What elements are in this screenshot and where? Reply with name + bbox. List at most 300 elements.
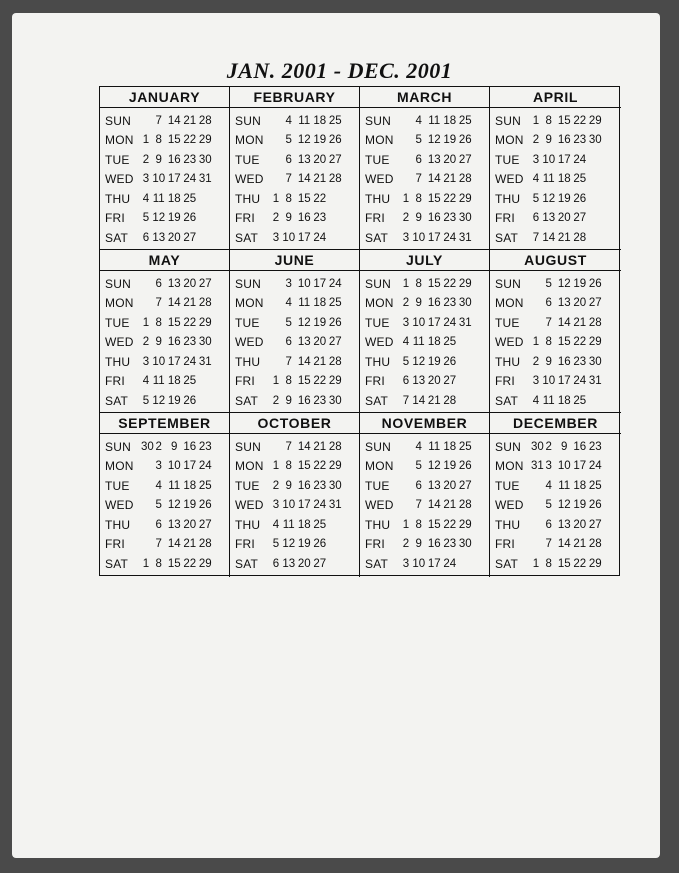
week-row xyxy=(365,131,489,151)
date-cell: 23 xyxy=(313,212,327,225)
date-cell: 8 xyxy=(545,557,552,570)
date-cell: 1 xyxy=(272,192,280,205)
date-cell: 10 xyxy=(152,355,166,368)
day-label: FRI xyxy=(105,374,125,389)
week-row xyxy=(495,131,621,151)
date-cell: 15 xyxy=(167,557,181,570)
month-days xyxy=(100,108,229,248)
date-cell: 1 xyxy=(402,192,410,205)
week-row xyxy=(495,391,621,411)
day-label: TUE xyxy=(495,478,520,493)
day-label: SUN xyxy=(495,276,521,291)
date-cell: 24 xyxy=(183,173,197,186)
date-cell: 20 xyxy=(443,153,457,166)
day-label: FRI xyxy=(365,537,385,552)
date-cell: 23 xyxy=(573,134,587,147)
date-cell: 27 xyxy=(198,277,212,290)
date-cell: 20 xyxy=(313,336,327,349)
day-label: SAT xyxy=(495,393,519,408)
week-row xyxy=(235,274,359,294)
date-cell: 30 xyxy=(531,440,544,453)
date-cell: 17 xyxy=(183,460,197,473)
date-cell: 13 xyxy=(412,375,426,388)
date-cell: 19 xyxy=(313,134,327,147)
date-cell: 12 xyxy=(427,460,441,473)
date-cell: 7 xyxy=(285,355,292,368)
date-cell: 6 xyxy=(155,518,162,531)
date-cell: 17 xyxy=(167,173,181,186)
day-label: SAT xyxy=(365,556,389,571)
date-cell: 19 xyxy=(443,460,457,473)
month-name: DECEMBER xyxy=(490,413,621,434)
date-cell: 19 xyxy=(427,355,441,368)
date-cell: 6 xyxy=(415,479,422,492)
date-cell: 23 xyxy=(588,440,602,453)
day-label: MON xyxy=(235,133,264,148)
date-cell: 12 xyxy=(557,277,571,290)
date-cell: 5 xyxy=(285,316,292,329)
week-row xyxy=(105,274,229,294)
date-cell: 28 xyxy=(198,538,212,551)
date-cell: 31 xyxy=(328,499,342,512)
date-cell: 11 xyxy=(152,192,165,205)
date-cell: 8 xyxy=(155,134,162,147)
date-cell: 18 xyxy=(167,192,181,205)
date-cell: 11 xyxy=(542,394,555,407)
date-cell: 28 xyxy=(328,355,342,368)
date-cell: 20 xyxy=(167,231,181,244)
date-cell: 4 xyxy=(415,440,422,453)
date-cell: 20 xyxy=(443,479,457,492)
month-block-february xyxy=(230,87,360,250)
date-cell: 17 xyxy=(557,375,571,388)
month-name: AUGUST xyxy=(490,250,621,271)
day-label: WED xyxy=(235,172,264,187)
week-row xyxy=(105,228,229,248)
date-cell: 10 xyxy=(412,316,426,329)
day-label: FRI xyxy=(495,211,515,226)
date-cell: 13 xyxy=(427,153,441,166)
date-cell: 26 xyxy=(198,499,212,512)
week-row xyxy=(235,535,359,555)
week-row xyxy=(365,313,489,333)
date-cell: 2 xyxy=(272,394,280,407)
date-cell: 3 xyxy=(402,316,410,329)
date-cell: 21 xyxy=(313,173,327,186)
day-label: FRI xyxy=(105,211,125,226)
date-cell: 18 xyxy=(557,173,571,186)
date-cell: 9 xyxy=(155,336,162,349)
date-cell: 30 xyxy=(458,212,472,225)
week-row xyxy=(495,457,621,477)
day-label: WED xyxy=(365,335,394,350)
week-row xyxy=(495,437,621,457)
week-row xyxy=(495,535,621,555)
week-row xyxy=(235,476,359,496)
day-label: THU xyxy=(495,354,521,369)
date-cell: 8 xyxy=(285,375,292,388)
date-cell: 14 xyxy=(167,114,181,127)
date-cell: 12 xyxy=(282,538,296,551)
week-row xyxy=(365,189,489,209)
date-cell: 12 xyxy=(557,499,571,512)
week-row xyxy=(365,391,489,411)
date-cell: 25 xyxy=(328,114,342,127)
date-cell: 15 xyxy=(297,192,311,205)
date-cell: 4 xyxy=(142,375,150,388)
date-cell: 26 xyxy=(313,538,327,551)
date-cell: 23 xyxy=(183,153,197,166)
date-cell: 13 xyxy=(152,231,166,244)
week-row xyxy=(235,313,359,333)
date-cell: 10 xyxy=(282,499,296,512)
day-label: MON xyxy=(105,133,134,148)
day-label: TUE xyxy=(105,478,130,493)
day-label: SUN xyxy=(105,276,131,291)
date-cell: 19 xyxy=(573,277,587,290)
date-cell: 22 xyxy=(183,134,197,147)
date-cell: 19 xyxy=(443,134,457,147)
month-name: MARCH xyxy=(360,87,489,108)
day-label: TUE xyxy=(105,152,130,167)
week-row xyxy=(105,496,229,516)
week-row xyxy=(105,170,229,190)
month-block-january xyxy=(100,87,230,250)
week-row xyxy=(365,496,489,516)
date-cell: 9 xyxy=(545,134,552,147)
date-cell: 26 xyxy=(183,394,197,407)
date-cell: 5 xyxy=(285,134,292,147)
date-cell: 22 xyxy=(573,557,587,570)
date-cell: 31 xyxy=(458,231,472,244)
week-row xyxy=(495,209,621,229)
date-cell: 3 xyxy=(402,231,410,244)
date-cell: 30 xyxy=(328,479,342,492)
date-cell: 14 xyxy=(557,316,571,329)
date-cell: 1 xyxy=(272,375,280,388)
day-label: SUN xyxy=(365,276,391,291)
date-cell: 29 xyxy=(458,277,472,290)
date-cell: 25 xyxy=(328,297,342,310)
date-cell: 6 xyxy=(272,557,280,570)
date-cell: 24 xyxy=(183,355,197,368)
date-cell: 11 xyxy=(558,479,571,492)
day-label: TUE xyxy=(365,315,390,330)
month-block-april xyxy=(490,87,621,250)
date-cell: 18 xyxy=(443,114,457,127)
date-cell: 27 xyxy=(588,297,602,310)
month-name: SEPTEMBER xyxy=(100,413,229,434)
day-label: WED xyxy=(105,172,134,187)
date-cell: 25 xyxy=(313,518,327,531)
date-cell: 9 xyxy=(171,440,178,453)
date-cell: 26 xyxy=(183,212,197,225)
date-cell: 30 xyxy=(588,134,602,147)
date-cell: 14 xyxy=(167,297,181,310)
week-row xyxy=(235,209,359,229)
day-label: WED xyxy=(495,172,524,187)
day-label: SAT xyxy=(235,393,259,408)
week-row xyxy=(495,274,621,294)
date-cell: 25 xyxy=(198,479,212,492)
week-row xyxy=(235,372,359,392)
date-cell: 24 xyxy=(443,231,457,244)
week-row xyxy=(365,294,489,314)
day-label: SUN xyxy=(365,113,391,128)
date-cell: 1 xyxy=(532,336,540,349)
date-cell: 7 xyxy=(285,173,292,186)
date-cell: 1 xyxy=(272,460,280,473)
date-cell: 3 xyxy=(142,173,150,186)
date-cell: 7 xyxy=(155,114,162,127)
day-label: SAT xyxy=(365,230,389,245)
date-cell: 27 xyxy=(443,375,457,388)
date-cell: 12 xyxy=(297,134,311,147)
date-cell: 26 xyxy=(458,460,472,473)
date-cell: 21 xyxy=(443,499,457,512)
date-cell: 26 xyxy=(458,134,472,147)
day-label: TUE xyxy=(235,478,260,493)
week-row xyxy=(365,274,489,294)
date-cell: 3 xyxy=(272,231,280,244)
day-label: SUN xyxy=(235,439,261,454)
date-cell: 5 xyxy=(415,134,422,147)
date-cell: 31 xyxy=(588,375,602,388)
date-cell: 9 xyxy=(285,212,292,225)
week-row xyxy=(495,372,621,392)
day-label: WED xyxy=(235,498,264,513)
day-label: SAT xyxy=(235,556,259,571)
day-label: THU xyxy=(105,354,131,369)
day-label: MON xyxy=(495,459,524,474)
date-cell: 19 xyxy=(167,212,181,225)
date-cell: 27 xyxy=(588,518,602,531)
date-cell: 1 xyxy=(532,114,540,127)
date-cell: 17 xyxy=(573,460,587,473)
date-cell: 25 xyxy=(183,192,197,205)
date-cell: 8 xyxy=(285,192,292,205)
date-cell: 18 xyxy=(443,440,457,453)
week-row xyxy=(365,333,489,353)
date-cell: 14 xyxy=(297,173,311,186)
date-cell: 11 xyxy=(428,114,441,127)
date-cell: 27 xyxy=(328,336,342,349)
date-cell: 6 xyxy=(285,153,292,166)
day-label: SUN xyxy=(495,113,521,128)
week-row xyxy=(495,476,621,496)
day-label: WED xyxy=(365,172,394,187)
month-days xyxy=(100,271,229,411)
date-cell: 5 xyxy=(272,538,280,551)
date-cell: 10 xyxy=(152,173,166,186)
date-cell: 23 xyxy=(573,355,587,368)
date-cell: 11 xyxy=(298,297,311,310)
month-days xyxy=(490,434,621,574)
date-cell: 12 xyxy=(427,134,441,147)
date-cell: 14 xyxy=(542,231,556,244)
week-row xyxy=(495,496,621,516)
date-cell: 26 xyxy=(328,316,342,329)
date-cell: 14 xyxy=(167,538,181,551)
date-cell: 14 xyxy=(297,440,311,453)
date-cell: 24 xyxy=(313,499,327,512)
month-name: JANUARY xyxy=(100,87,229,108)
date-cell: 15 xyxy=(167,316,181,329)
date-cell: 1 xyxy=(142,316,150,329)
date-cell: 2 xyxy=(532,134,540,147)
date-cell: 10 xyxy=(542,153,556,166)
week-row xyxy=(495,554,621,574)
date-cell: 21 xyxy=(183,297,197,310)
week-row xyxy=(365,209,489,229)
date-cell: 4 xyxy=(272,518,280,531)
date-cell: 19 xyxy=(183,499,197,512)
date-cell: 7 xyxy=(532,231,540,244)
week-row xyxy=(235,150,359,170)
date-cell: 21 xyxy=(573,316,587,329)
date-cell: 2 xyxy=(402,212,410,225)
date-cell: 13 xyxy=(297,153,311,166)
date-cell: 31 xyxy=(531,460,544,473)
month-block-august xyxy=(490,250,621,413)
date-cell: 11 xyxy=(542,173,555,186)
date-cell: 22 xyxy=(313,192,327,205)
month-block-may xyxy=(100,250,230,413)
date-cell: 17 xyxy=(427,231,441,244)
date-cell: 17 xyxy=(167,355,181,368)
date-cell: 28 xyxy=(588,316,602,329)
date-cell: 22 xyxy=(443,277,457,290)
date-cell: 24 xyxy=(573,375,587,388)
date-cell: 16 xyxy=(427,538,441,551)
day-label: THU xyxy=(495,517,521,532)
date-cell: 1 xyxy=(142,557,150,570)
day-label: MON xyxy=(365,296,394,311)
date-cell: 6 xyxy=(402,375,410,388)
date-cell: 11 xyxy=(152,375,165,388)
week-row xyxy=(235,170,359,190)
week-row xyxy=(105,111,229,131)
date-cell: 5 xyxy=(545,277,552,290)
date-cell: 10 xyxy=(167,460,181,473)
month-days xyxy=(100,434,229,574)
date-cell: 6 xyxy=(415,153,422,166)
week-row xyxy=(105,131,229,151)
date-cell: 18 xyxy=(297,518,311,531)
day-label: FRI xyxy=(365,374,385,389)
week-row xyxy=(105,294,229,314)
day-label: WED xyxy=(495,498,524,513)
week-row xyxy=(105,476,229,496)
date-cell: 27 xyxy=(328,153,342,166)
week-row xyxy=(235,131,359,151)
date-cell: 6 xyxy=(155,277,162,290)
date-cell: 6 xyxy=(532,212,540,225)
date-cell: 9 xyxy=(285,479,292,492)
date-cell: 4 xyxy=(545,479,552,492)
week-row xyxy=(105,352,229,372)
date-cell: 29 xyxy=(588,557,602,570)
month-name: MAY xyxy=(100,250,229,271)
date-cell: 29 xyxy=(588,114,602,127)
date-cell: 8 xyxy=(285,460,292,473)
date-cell: 29 xyxy=(458,518,472,531)
day-label: MON xyxy=(495,133,524,148)
date-cell: 25 xyxy=(443,336,457,349)
date-cell: 1 xyxy=(142,134,150,147)
date-cell: 9 xyxy=(415,538,422,551)
date-cell: 15 xyxy=(427,277,441,290)
day-label: SUN xyxy=(105,439,131,454)
date-cell: 26 xyxy=(588,277,602,290)
date-cell: 26 xyxy=(573,192,587,205)
day-label: TUE xyxy=(365,478,390,493)
date-cell: 7 xyxy=(415,499,422,512)
date-cell: 2 xyxy=(532,355,540,368)
date-cell: 25 xyxy=(458,440,472,453)
date-cell: 28 xyxy=(458,499,472,512)
month-days xyxy=(360,271,489,411)
date-cell: 3 xyxy=(155,460,162,473)
day-label: MON xyxy=(235,459,264,474)
date-cell: 12 xyxy=(167,499,181,512)
date-cell: 29 xyxy=(328,375,342,388)
day-label: SAT xyxy=(105,556,129,571)
date-cell: 27 xyxy=(313,557,327,570)
date-cell: 14 xyxy=(557,538,571,551)
date-cell: 6 xyxy=(142,231,150,244)
week-row xyxy=(235,437,359,457)
month-days xyxy=(490,271,621,411)
date-cell: 22 xyxy=(313,460,327,473)
date-cell: 17 xyxy=(297,499,311,512)
day-label: SAT xyxy=(105,230,129,245)
month-block-december xyxy=(490,413,621,577)
day-label: WED xyxy=(105,498,134,513)
date-cell: 18 xyxy=(427,336,441,349)
date-cell: 19 xyxy=(557,192,571,205)
day-label: THU xyxy=(365,517,391,532)
day-label: TUE xyxy=(105,315,130,330)
date-cell: 15 xyxy=(427,518,441,531)
date-cell: 24 xyxy=(328,277,342,290)
day-label: MON xyxy=(365,459,394,474)
week-row xyxy=(365,352,489,372)
date-cell: 3 xyxy=(532,153,540,166)
day-label: SAT xyxy=(495,230,519,245)
week-row xyxy=(365,372,489,392)
month-block-november xyxy=(360,413,490,577)
date-cell: 31 xyxy=(198,355,212,368)
week-row xyxy=(365,150,489,170)
day-label: MON xyxy=(495,296,524,311)
day-label: THU xyxy=(235,191,261,206)
date-cell: 6 xyxy=(545,297,552,310)
date-cell: 20 xyxy=(427,375,441,388)
calendar-grid xyxy=(99,86,620,576)
date-cell: 4 xyxy=(285,297,292,310)
date-cell: 17 xyxy=(297,231,311,244)
date-cell: 30 xyxy=(588,355,602,368)
month-days xyxy=(360,434,489,574)
week-row xyxy=(495,515,621,535)
week-row xyxy=(105,372,229,392)
date-cell: 17 xyxy=(427,557,441,570)
date-cell: 10 xyxy=(412,557,426,570)
date-cell: 29 xyxy=(328,460,342,473)
calendar-title: JAN. 2001 - DEC. 2001 xyxy=(226,58,453,83)
date-cell: 19 xyxy=(573,499,587,512)
